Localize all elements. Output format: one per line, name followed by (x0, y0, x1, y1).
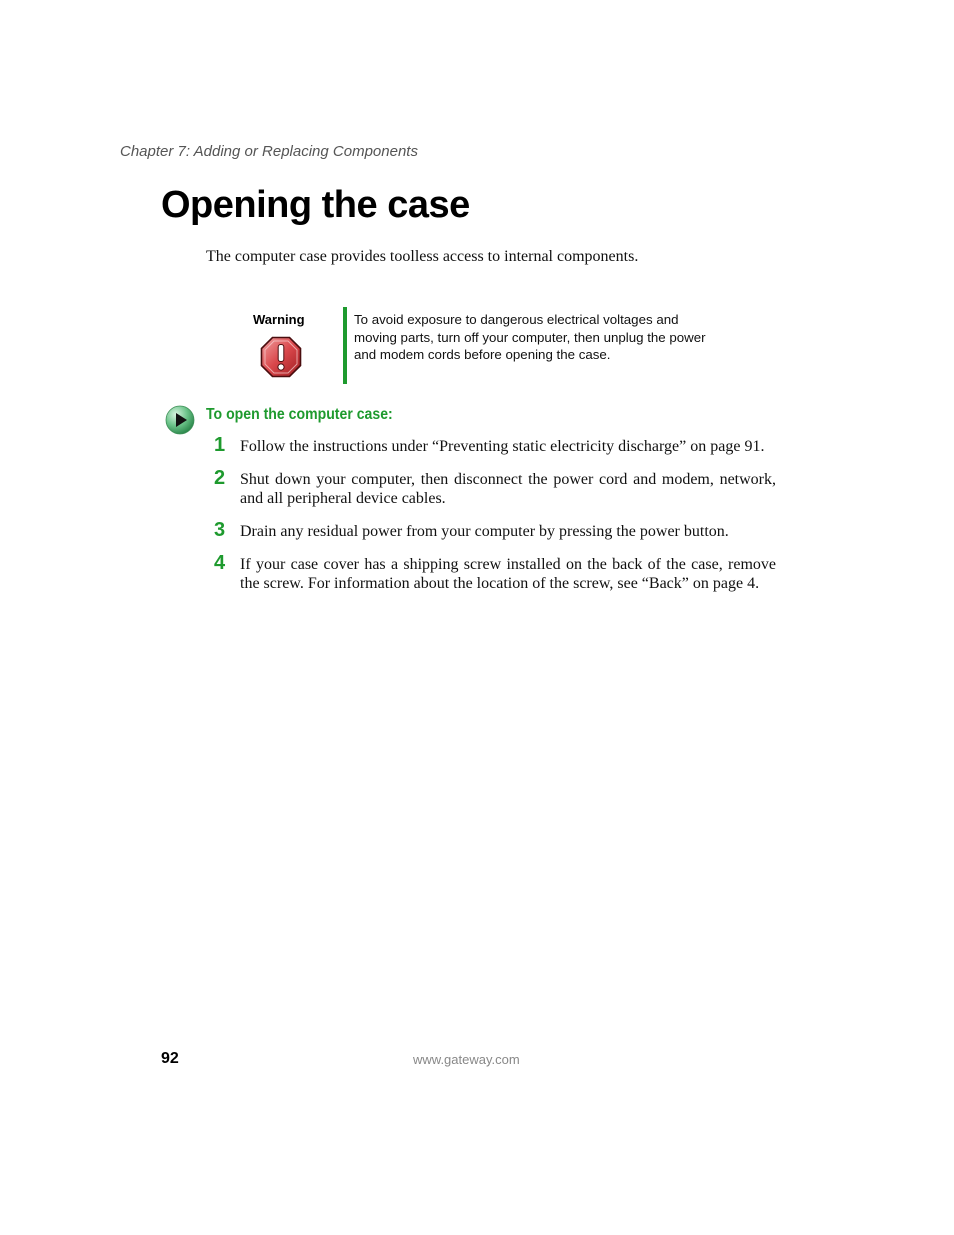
list-item (214, 467, 776, 508)
step-number: 4 (214, 552, 226, 574)
page-number: 92 (161, 1050, 179, 1067)
warning-label: Warning (253, 312, 305, 327)
step-number: 3 (214, 519, 226, 541)
step-text: Follow the instructions under “Preventing static electricity discharge” on page 91. (240, 438, 765, 455)
step-text: Drain any residual power from your computer by pressing the power button. (240, 523, 729, 540)
procedure-steps (214, 434, 776, 604)
list-item (214, 519, 776, 541)
page-title: Opening the case (161, 184, 470, 226)
step-text: If your case cover has a shipping screw installed on the back of the case, remove the screw. For information about the location of the screw, see “Back” on page 4. (240, 556, 776, 592)
list-item (214, 552, 776, 593)
warning-divider (343, 307, 347, 384)
step-number: 1 (214, 434, 226, 456)
warning-text: To avoid exposure to dangerous electrical voltages and moving parts, turn off your computer, then unplug the power and modem cords before opening the case. (354, 312, 706, 362)
list-item (214, 434, 776, 456)
intro-paragraph: The computer case provides toolless access to internal components. (206, 248, 639, 265)
footer-url: www.gateway.com (413, 1052, 520, 1067)
chapter-header: Chapter 7: Adding or Replacing Components (120, 143, 418, 160)
procedure-heading: To open the computer case: (206, 406, 393, 423)
arrow-right-circle-icon (164, 404, 196, 436)
step-text: Shut down your computer, then disconnect the power cord and modem, network, and all peripheral device cables. (240, 471, 776, 507)
warning-box (240, 307, 720, 384)
warning-octagon-icon (260, 336, 302, 378)
step-number: 2 (214, 467, 226, 489)
